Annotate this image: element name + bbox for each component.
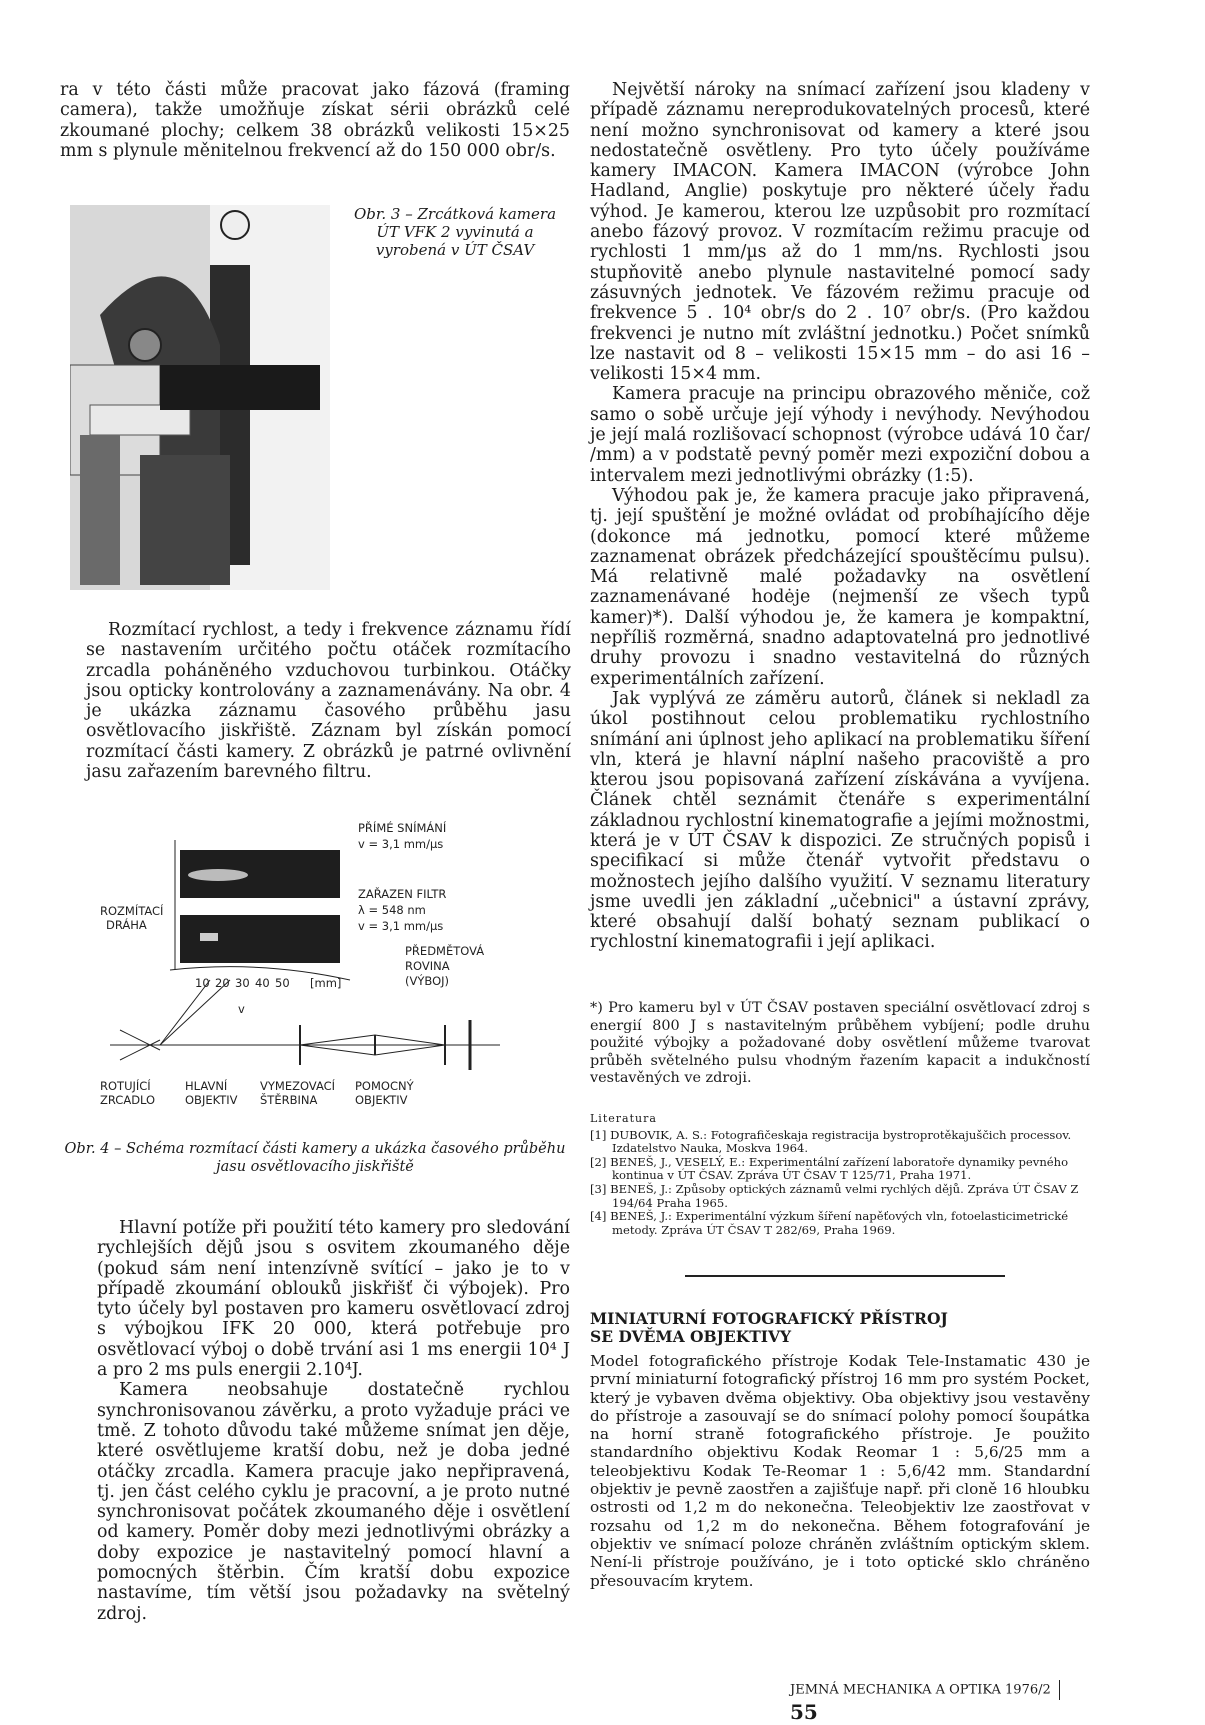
sweep-paragraph: Rozmítací rychlost, a tedy i frekvence záznamu řídí se nastavením určitého počtu otáček rozmítacího zrcadla poháněného vzduchovou turbinkou. Otáčky jsou opticky kontrolovány a zaznamenávány. Na obr. 4 je ukázka záznamu časového průběhu jasu osvětlovacího jiskřiště. Záznam byl získán pomocí rozmítací části kamery. Z obrázků je patrné ovlivnění jasu zařazením barevného filtru.	[86, 620, 571, 783]
page-footer	[790, 1680, 1090, 1724]
left-column-mid	[86, 620, 571, 782]
article-title	[590, 1310, 1090, 1346]
right-column-main	[590, 80, 1090, 953]
footnote: *) Pro kameru byl v ÚT ČSAV postaven speciální osvětlovací zdroj s energií 800 J s nastavitelným průběhem vybíjení; podle druhu použité výbojky a požadované doby osvětlení můžeme tvarovat průběh světelného pulsu vhodným řazením kapacit a indukčností vestavěných ve zdroji.	[590, 1000, 1090, 1086]
advantage-paragraph: Výhodou pak je, že kamera pracuje jako připravená, tj. její spuštění je možné ovládat od probíhajícího děje (dokonce má jednotku, pomocí které můžeme zaznamenat obrázek předcházející spouštěcímu pulsu). Má relativně malé požadavky na osvětlení zaznamenávané hodėje (nejmenší ze všech typů kamer)*). Další výhodou je, že kamera je kompaktní, nepříliš rozměrná, snadno adaptovatelná pro jednotlivé druhy provozu i snadno vestavitelná do různých experimentálních zařízení.	[590, 485, 1090, 689]
page-number: 55	[790, 1700, 818, 1724]
footer-separator	[1059, 1680, 1060, 1700]
lighting-paragraph: Hlavní potíže při použití této kamery pro sledování rychlejších dějů jsou s osvitem zkoumaného děje (pokud sám není intenzívně svítící – jako je to v případě zkoumání oblouků jiskřišť či výbojek). Pro tyto účely byl postaven pro kameru osvětlovací zdroj s výbojkou IFK 20 000, která potřebuje pro osvětlovací výboj o době trvání asi 1 ms energii 10⁴ J a pro 2 ms puls energii 2.10⁴J.	[97, 1218, 570, 1381]
label-object-plane-2: ROVINA	[405, 959, 450, 973]
scale-50: 50	[275, 976, 290, 990]
scale-30: 30	[235, 976, 250, 990]
label-slit: VYMEZOVACÍ	[260, 1079, 336, 1093]
label-sweep-2: DRÁHA	[106, 918, 147, 932]
label-aux-lens-2: OBJEKTIV	[355, 1093, 408, 1107]
article-title-line-2: SE DVĚMA OBJEKTIVY	[590, 1327, 792, 1346]
article-title-line-1: MINIATURNÍ FOTOGRAFICKÝ PŘÍSTROJ	[590, 1309, 948, 1328]
figure-3-caption: Obr. 3 – Zrcátková kamera ÚT VFK 2 vyvinutá a vyrobená v ÚT ČSAV	[353, 205, 557, 259]
label-v: v	[238, 1002, 245, 1016]
camera-photo	[70, 205, 330, 590]
principle-paragraph: Kamera pracuje na principu obrazového měniče, což samo o sobě určuje její výhody i nevýhody. Nevýhodou je její malá rozlišovací schopnost (výrobce udává 10 čar/ /mm) a v podstatě pevný poměr mezi expoziční dobou a intervalem mezi jednotlivými obrázky (1:5).	[590, 384, 1090, 486]
label-direct: PŘÍMÉ SNÍMÁNÍ	[358, 821, 447, 835]
reference-item: [1] DUBOVIK, A. S.: Fotografičeskaja registracija bystroprotěkajuščich processov. Izdatelstvo Nauka, Moskva 1964.	[590, 1127, 1072, 1156]
label-slit-2: ŠTĚRBINA	[260, 1093, 318, 1107]
article-body: Model fotografického přístroje Kodak Tele-Instamatic 430 je první miniaturní fotografický přístroj 16 mm pro systém Pocket, který je vybaven dvěma objektivy. Oba objektivy jsou vestavěny do přístroje a zasouvají se do snímací polohy pomocí šoupátka na horní straně fotografického přístroje. Je použito standardního objektivu Kodak Reomar 1 : 5,6/25 mm a teleobjektivu Kodak Te-Reomar 1 : 5,6/42 mm. Standardní objektiv je pevně zaostřen a zajišťuje např. při cloně 16 hloubku ostrosti od 1,2 m do nekonečna. Teleobjektiv lze zaostřovat v rozsahu od 1,2 m do nekonečna. Během fotografování je objektiv ve snímací poloze chráněn zvláštním optickým sklem. Není-li přístroje používáno, je i toto optické sklo chráněno přesouvacím krytem.	[590, 1352, 1090, 1590]
camera-photo-illustration	[70, 205, 330, 590]
label-aux-lens: POMOCNÝ	[355, 1079, 414, 1093]
label-filter: ZAŘAZEN FILTR	[358, 887, 447, 901]
label-sweep: ROZMÍTACÍ	[100, 904, 164, 918]
reference-item: [4] BENEŠ, J.: Experimentální výzkum šíření napěťových vln, fotoelasticimetrické metody. Zpráva ÚT ČSAV T 282/69, Praha 1969.	[590, 1209, 1069, 1237]
conclusion-paragraph: Jak vyplývá ze záměru autorů, článek si nekladl za úkol postihnout celou problematiku rychlostního snímání ani úplnost jeho aplikací na problematiku šíření vln, která je hlavní náplní našeho pracoviště a pro kterou jsou popisovaná zařízení získávána a vyvíjena. Článek chtěl seznámit čtenáře s experimentální základnou rychlostní kinematografie a jejími možnostmi, která je v ÚT ČSAV k dispozici. Ze stručných popisů i specifikací si může čtenář vytvořit představu o možnostech jejího dalšího využití. V seznamu literatury jsme uvedli jen základní „učebnici" a ústavní zprávy, které obsahují další bohatý seznam publikací o rychlostní kinematografii i její aplikaci.	[590, 688, 1090, 953]
scale-20: 20	[215, 976, 230, 990]
label-object-plane: PŘEDMĚTOVÁ	[405, 944, 485, 958]
figure-4-caption: Obr. 4 – Schéma rozmítací části kamery a ukázka časového průběhu jasu osvětlovacího jiskřiště	[64, 1141, 566, 1175]
imacon-paragraph: Největší nároky na snímací zařízení jsou kladeny v případě záznamu nereprodukovatelných procesů, které není možno synchronisovat od kamery a které jsou nedostatečně osvětleny. Pro tyto účely používáme kamery IMACON. Kamera IMACON (výrobce John Hadland, Anglie) poskytuje pro některé účely řadu výhod. Je kamerou, kterou lze uzpůsobit pro rozmítací anebo fázový provoz. V rozmítacím režimu pracuje od rychlosti 1 mm/µs až do 1 mm/ns. Rychlosti jsou stupňovitě anebo plynule nastavitelné pomocí sady zásuvných jednotek. Ve fázovém režimu pracuje od frekvence 5 . 10⁴ obr/s do 2 . 10⁷ obr/s. (Pro každou frekvenci je nutno mít zvláštní jednotku.) Počet snímků lze nastavit od 8 – velikosti 15×15 mm – do asi 16 – velikosti 15×4 mm.	[590, 80, 1090, 385]
label-main-lens-2: OBJEKTIV	[185, 1093, 238, 1107]
figure-4-svg	[100, 820, 570, 1150]
references	[590, 1112, 1090, 1237]
figure-4-diagram	[100, 820, 570, 1170]
left-column-intro	[60, 80, 570, 161]
label-object-plane-3: (VÝBOJ)	[405, 974, 449, 988]
section-divider	[685, 1275, 1005, 1277]
shutter-paragraph: Kamera neobsahuje dostatečně rychlou synchronisovanou závěrku, a proto vyžaduje práci ve tmě. Z tohoto důvodu také můžeme snímat jen děje, které osvětlujeme kratší dobu, než je doba jedné otáčky zrcadla. Kamera pracuje jako nepřipravená, tj. jen část celého cyklu je pracovní, a je proto nutné synchronisovat počátek zkoumaného děje i osvětlení od kamery. Poměr doby mezi jednotlivými obrázky a doby expozice je nastavitelný pomocí hlavní a pomocných štěrbin. Čím kratší dobu expozice nastavíme, tím větší jsou požadavky na světelný zdroj.	[97, 1380, 570, 1624]
scale-unit: [mm]	[310, 976, 342, 990]
label-main-lens: HLAVNÍ	[185, 1079, 228, 1093]
intro-paragraph: ra v této části může pracovat jako fázová (framing camera), takže umožňuje získat sérii obrázků celé zkoumané plochy; celkem 38 obrázků velikosti 15×25 mm s plynule měnitelnou frekvencí až do 150 000 obr/s.	[60, 80, 570, 161]
label-filter-speed: v = 3,1 mm/µs	[358, 919, 444, 933]
label-direct-speed: v = 3,1 mm/µs	[358, 837, 444, 851]
reference-item: [2] BENEŠ, J., VESELÝ, E.: Experimentální zařízení laboratoře dynamiky pevného kontinua v ÚT ČSAV. Zpráva ÚT ČSAV T 125/71, Praha 1971.	[590, 1154, 1069, 1183]
label-mirror: ROTUJÍCÍ	[100, 1079, 151, 1093]
label-mirror-2: ZRCADLO	[100, 1093, 156, 1107]
references-heading: Literatura	[590, 1112, 657, 1125]
left-column-bottom	[97, 1218, 570, 1624]
reference-item: [3] BENEŠ, J.: Způsoby optických záznamů velmi rychlých dějů. Zpráva ÚT ČSAV Z 194/64 Praha 1965.	[590, 1181, 1079, 1210]
scale-40: 40	[255, 976, 270, 990]
journal-name: JEMNÁ MECHANIKA A OPTIKA 1976/2	[790, 1682, 1051, 1698]
scale-10: 10	[195, 976, 210, 990]
label-wavelength: λ = 548 nm	[358, 903, 426, 917]
